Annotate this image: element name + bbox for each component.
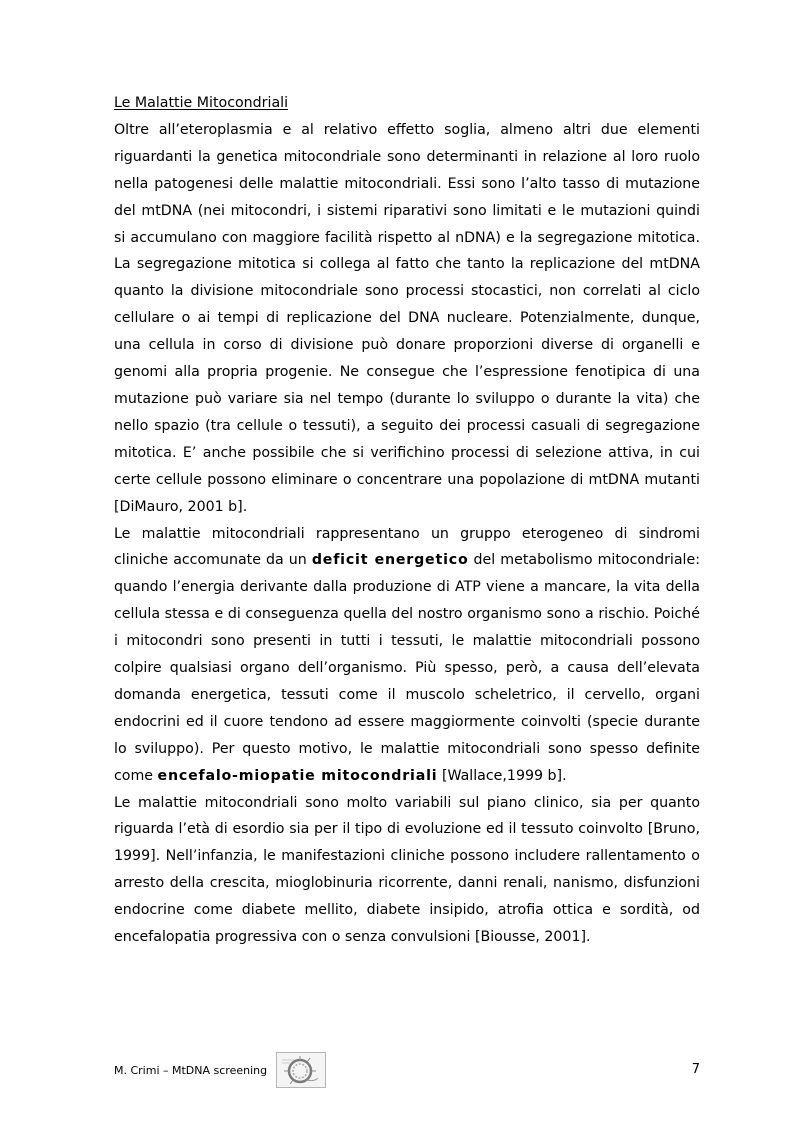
page-footer (114, 1052, 700, 1092)
footer-author: M. Crimi – MtDNA screening (114, 1064, 268, 1077)
section-heading: Le Malattie Mitocondriali (114, 95, 289, 111)
paragraph-2-bold-term-2: encefalo-miopatie mitocondriali (157, 767, 438, 784)
paragraph-2-bold-term-1: deficit energetico (311, 552, 469, 569)
paragraph-2-text-a: Le malattie mitocondriali rappresentano un gruppo eterogeneo di sindromi cliniche accomunate da un (114, 525, 700, 569)
paragraph-3: Le malattie mitocondriali sono molto variabili sul piano clinico, sia per quanto riguarda l’età di esordio sia per il tipo di evoluzione ed il tessuto coinvolto [Bruno, 1999]. Nell’infanzia, le manifestazioni cliniche possono includere rallentamento o arresto della crescita, mioglobinuria ricorrente, danni renali, nanismo, disfunzioni endocrine come diabete mellito, diabete insipido, atrofia ottica e sordità, od encefalopatia progressiva con o senza convulsioni [Biousse, 2001]. (114, 794, 700, 946)
paragraph-1: Oltre all’eteroplasmia e al relativo effetto soglia, almeno altri due elementi riguardanti la genetica mitocondriale sono determinanti in relazione al loro ruolo nella patogenesi delle malattie mitocondriali. Essi sono l’alto tasso di mutazione del mtDNA (nei mitocondri, i sistemi riparativi sono limitati e le mutazioni quindi si accumulano con maggiore facilità rispetto al nDNA) e la segregazione mitotica. La segregazione mitotica si collega al fatto che tanto la replicazione del mtDNA quanto la divisione mitocondriale sono processi stocastici, non correlati al ciclo cellulare o ai tempi di replicazione del DNA nucleare. Potenzialmente, dunque, una cellula in corso di divisione può donare proporzioni diverse di organelli e genomi alla propria progenie. Ne consegue che l’espressione fenotipica di una mutazione può variare sia nel tempo (durante lo sviluppo o durante la vita) che nello spazio (tra cellule o tessuti), a seguito dei processi casuali di segregazione mitotica. E’ anche possibile che si verifichino processi di selezione attiva, in cui certe cellule possono eliminare o concentrare una popolazione di mtDNA mutanti [DiMauro, 2001 b]. (114, 121, 700, 515)
paragraph-2-text-b: del metabolismo mitocondriale: quando l’energia derivante dalla produzione di ATP viene a mancare, la vita della cellula stessa e di conseguenza quella del nostro organismo sono a rischio. Poiché i mitocondri sono presenti in tutti i tessuti, le malattie mitocondriali possono colpire qualsiasi organo dell’organismo. Più spesso, però, a causa dell’elevata domanda energetica, tessuti come il muscolo scheletrico, il cervello, organi endocrini ed il cuore tendono ad essere maggiormente coinvolti (specie durante lo sviluppo). Per questo motivo, le malattie mitocondriali sono spesso definite come (114, 552, 701, 784)
page-number: 7 (691, 1062, 700, 1077)
paragraph-2-text-c: [Wallace,1999 b]. (437, 767, 567, 784)
document-body (114, 90, 700, 951)
mtdna-circle-logo-icon (276, 1052, 326, 1088)
paragraph-2 (114, 521, 700, 790)
